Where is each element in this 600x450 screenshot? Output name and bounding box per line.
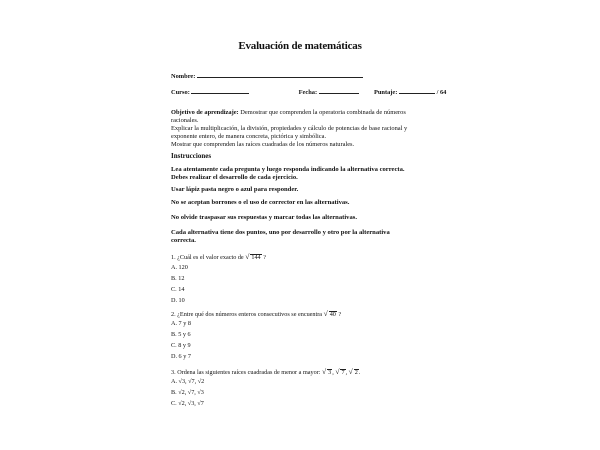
objective-line-5: Mostrar que comprenden las raíces cuadradas de los números naturales.: [171, 141, 355, 148]
info-row: [171, 88, 446, 96]
page-title: Evaluación de matemáticas: [238, 40, 362, 52]
instruction-1a: Lea atentamente cada pregunta y luego responda indicando la alternativa correcta.: [171, 166, 405, 173]
objective-label: Objetivo de aprendizaje:: [171, 109, 239, 116]
question-2-mark: ?: [338, 311, 342, 318]
q1-option-d[interactable]: D. 10: [171, 297, 185, 304]
objective-text-1: Demostrar que comprenden la operatoria combinada de números: [238, 109, 406, 116]
instruction-1b: Debes realizar el desarrollo de cada ejercicio.: [171, 174, 298, 181]
question-2-radicand: 40: [329, 311, 336, 318]
objective-line-3: Explicar la multiplicación, la división, propiedades y cálculo de potencias de base racional y: [171, 125, 408, 132]
course-field[interactable]: [191, 88, 249, 94]
question-3: 3. Ordena las siguientes raíces cuadradas de menor a mayor: √ 3, √ 7, √ 2.: [171, 367, 361, 376]
sqrt-icon: √: [348, 367, 353, 376]
sqrt-icon: √: [335, 367, 340, 376]
q2-option-a[interactable]: A. 7 y 8: [171, 320, 191, 327]
question-1: [171, 252, 266, 261]
objective-line-1: [171, 109, 406, 116]
name-field[interactable]: [197, 72, 363, 78]
q1-option-b[interactable]: B. 12: [171, 275, 185, 282]
question-3-text: 3. Ordena las siguientes raíces cuadradas de menor a mayor:: [171, 369, 321, 376]
q1-option-a[interactable]: A. 120: [171, 264, 188, 271]
date-field[interactable]: [319, 88, 359, 94]
q3-option-a[interactable]: A. √3, √7, √2: [171, 378, 205, 385]
course-label: Curso:: [171, 89, 190, 96]
question-3-radicand-2: 7: [341, 369, 345, 376]
instruction-4: No olvide traspasar sus respuestas y marcar todas las alternativas.: [171, 214, 357, 221]
q2-option-d[interactable]: D. 6 y 7: [171, 353, 191, 360]
sqrt-icon: √: [323, 309, 328, 318]
sqrt-icon: √: [245, 252, 250, 261]
instruction-5a: Cada alternativa tiene dos puntos, uno por desarrollo y otro por la alternativa: [171, 229, 390, 236]
question-3-radicand-3: 2: [354, 369, 358, 376]
sqrt-icon: √: [322, 367, 327, 376]
score-field[interactable]: [399, 88, 435, 94]
question-1-mark: ?: [263, 254, 266, 261]
instruction-3: No se aceptan borrones o el uso de corrector en las alternativas.: [171, 199, 350, 206]
score-total: / 64: [436, 89, 447, 96]
instruction-5b: correcta.: [171, 237, 196, 244]
q3-option-b[interactable]: B. √2, √7, √3: [171, 389, 204, 396]
question-1-text: 1. ¿Cuál es el valor exacto de: [171, 254, 244, 261]
instruction-2: Usar lápiz pasta negro o azul para responder.: [171, 186, 299, 193]
question-2-text: 2. ¿Entre qué dos números enteros consecutivos se encuentra: [171, 311, 323, 318]
question-2: [171, 309, 341, 318]
q2-option-c[interactable]: C. 8 y 9: [171, 342, 191, 349]
question-3-radicand-1: 3: [328, 369, 332, 376]
instructions-heading: Instrucciones: [171, 152, 212, 160]
name-label: Nombre:: [171, 73, 196, 80]
name-row: [171, 72, 363, 80]
question-1-radicand: 144: [251, 254, 261, 261]
q3-option-c[interactable]: C. √2, √3, √7: [171, 400, 204, 407]
objective-line-4: exponente entero, de manera concreta, pictórica y simbólica.: [171, 133, 327, 140]
date-label: Fecha:: [298, 89, 318, 96]
q1-option-c[interactable]: C. 14: [171, 286, 185, 293]
q2-option-b[interactable]: B. 5 y 6: [171, 331, 191, 338]
objective-line-2: racionales.: [171, 117, 199, 124]
score-label: Puntaje:: [373, 89, 398, 96]
